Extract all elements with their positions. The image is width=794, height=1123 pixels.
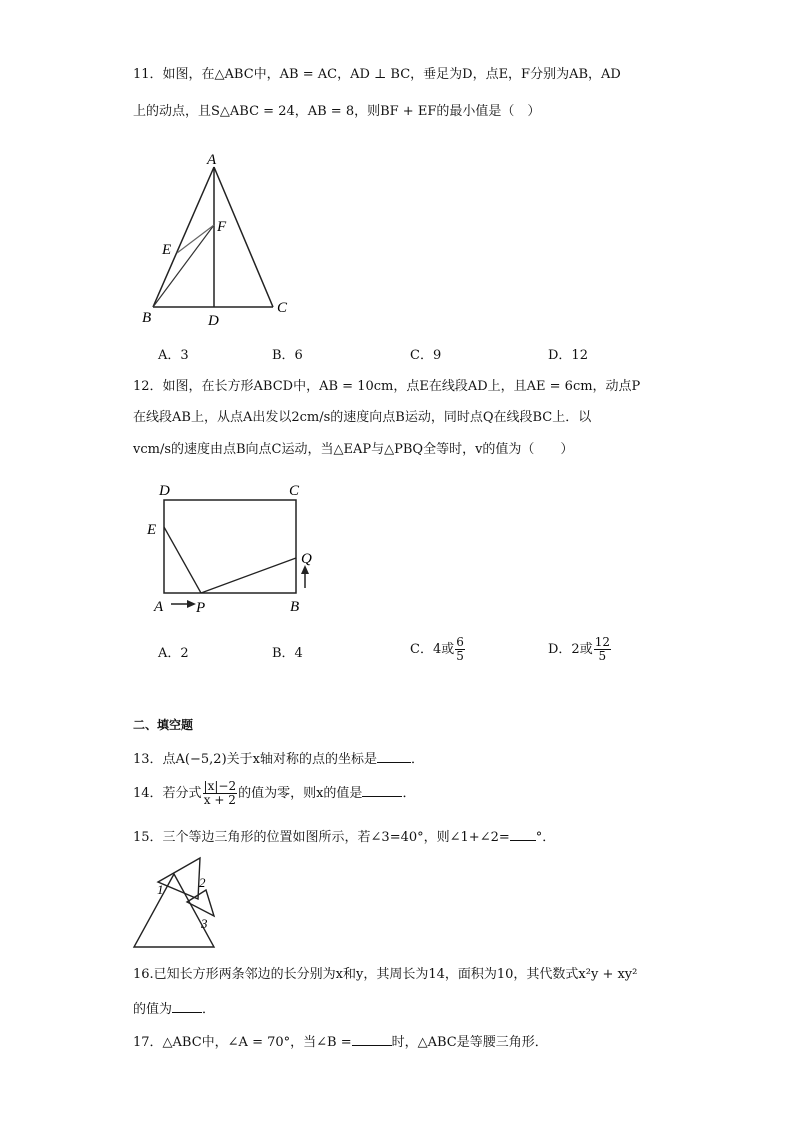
answer-blank: [362, 784, 402, 797]
rectangle-ABCD: [164, 500, 296, 593]
answer-blank: [352, 1033, 392, 1046]
q12-option-c: [410, 636, 466, 663]
q12-option-d-prefix: D．2或: [548, 642, 593, 657]
q15-text: 15．三个等边三角形的位置如图所示，若∠3=40°，则∠1+∠2=: [133, 830, 510, 845]
q16-line2-prefix: 的值为: [133, 1002, 173, 1017]
q12-option-d: [548, 636, 612, 663]
label-E: E: [147, 522, 157, 538]
fraction-numerator: 12: [594, 635, 610, 649]
answer-blank: [377, 750, 411, 763]
label-A: A: [154, 599, 164, 615]
q14-prefix: 14．若分式: [133, 786, 202, 801]
q11-figure: [135, 145, 295, 330]
q12-option-c-prefix: C．4或: [410, 642, 455, 657]
q12-line1: 12．如图，在长方形ABCD中，AB = 10cm，点E在线段AD上，且AE = 6cm，动点P: [133, 379, 641, 394]
q12-figure: [140, 478, 325, 618]
label-F: F: [217, 219, 227, 235]
q11-option-c: C．9: [410, 348, 442, 363]
label-E: E: [162, 242, 172, 258]
segment-EP: [164, 527, 201, 593]
q17-prefix: 17．△ABC中，∠A = 70°，当∠B =: [133, 1035, 352, 1050]
q15-end: °．: [535, 830, 556, 845]
label-C: C: [289, 483, 300, 499]
arrow-AP-head: [187, 600, 196, 608]
q16-line2: [133, 1000, 215, 1019]
label-D: D: [208, 313, 219, 329]
segment-AC: [214, 167, 273, 307]
q17-suffix: 时，△ABC是等腰三角形．: [391, 1035, 548, 1050]
q15: [133, 828, 555, 847]
q11-line1: 11．如图，在△ABC中，AB = AC，AD ⊥ BC，垂足为D，点E，F分别为AB，AD: [133, 67, 621, 82]
angle-label-2: 2: [199, 875, 206, 890]
q12-option-c-fraction: [455, 636, 465, 663]
q11-option-d: D．12: [548, 348, 588, 363]
q17: [133, 1033, 548, 1052]
q13-end: ．: [410, 752, 424, 767]
q15-figure: [130, 852, 230, 952]
q16-line1: 16.已知长方形两条邻边的长分别为x和y，其周长为14，面积为10，其代数式x²y + xy²: [133, 967, 638, 982]
angle-label-1: 1: [157, 882, 164, 897]
q11-line2: 上的动点，且S△ABC = 24，AB = 8，则BF + EF的最小值是（ ）: [133, 104, 541, 119]
q11-option-a: A．3: [158, 348, 189, 363]
q16-line2-end: ．: [202, 1002, 216, 1017]
segment-PQ: [201, 558, 296, 593]
q12-option-b: B．4: [272, 646, 303, 661]
label-Q: Q: [301, 551, 312, 567]
q12-option-d-fraction: [594, 636, 611, 663]
triangle-right: [187, 890, 214, 916]
fraction-numerator: 6: [456, 635, 464, 649]
q14-fraction: [203, 780, 238, 807]
label-P: P: [196, 600, 206, 616]
q12-option-a: A．2: [158, 646, 189, 661]
label-B: B: [290, 599, 300, 615]
fraction-numerator: |x|−2: [203, 779, 237, 793]
label-D: D: [159, 483, 170, 499]
answer-blank: [510, 828, 536, 841]
q14-end: ．: [402, 786, 416, 801]
q12-line2: 在线段AB上，从点A出发以2cm/s的速度向点B运动，同时点Q在线段BC上．以: [133, 410, 592, 425]
q12-line3: vcm/s的速度由点B向点C运动，当△EAP与△PBQ全等时，v的值为（ ）: [133, 442, 574, 457]
q14: [133, 780, 415, 807]
q13: [133, 750, 424, 769]
angle-label-3: 3: [201, 916, 208, 931]
section-title: 二、填空题: [133, 718, 194, 732]
q13-text: 13．点A(−5,2)关于x轴对称的点的坐标是: [133, 752, 377, 767]
fraction-denominator: x + 2: [203, 793, 236, 807]
fraction-denominator: 5: [598, 649, 607, 663]
fraction-denominator: 5: [456, 649, 464, 663]
label-A: A: [207, 152, 217, 168]
q14-suffix: 的值为零，则x的值是: [238, 786, 363, 801]
label-B: B: [142, 310, 152, 326]
answer-blank: [172, 1000, 202, 1013]
q11-option-b: B．6: [272, 348, 303, 363]
label-C: C: [277, 300, 288, 316]
